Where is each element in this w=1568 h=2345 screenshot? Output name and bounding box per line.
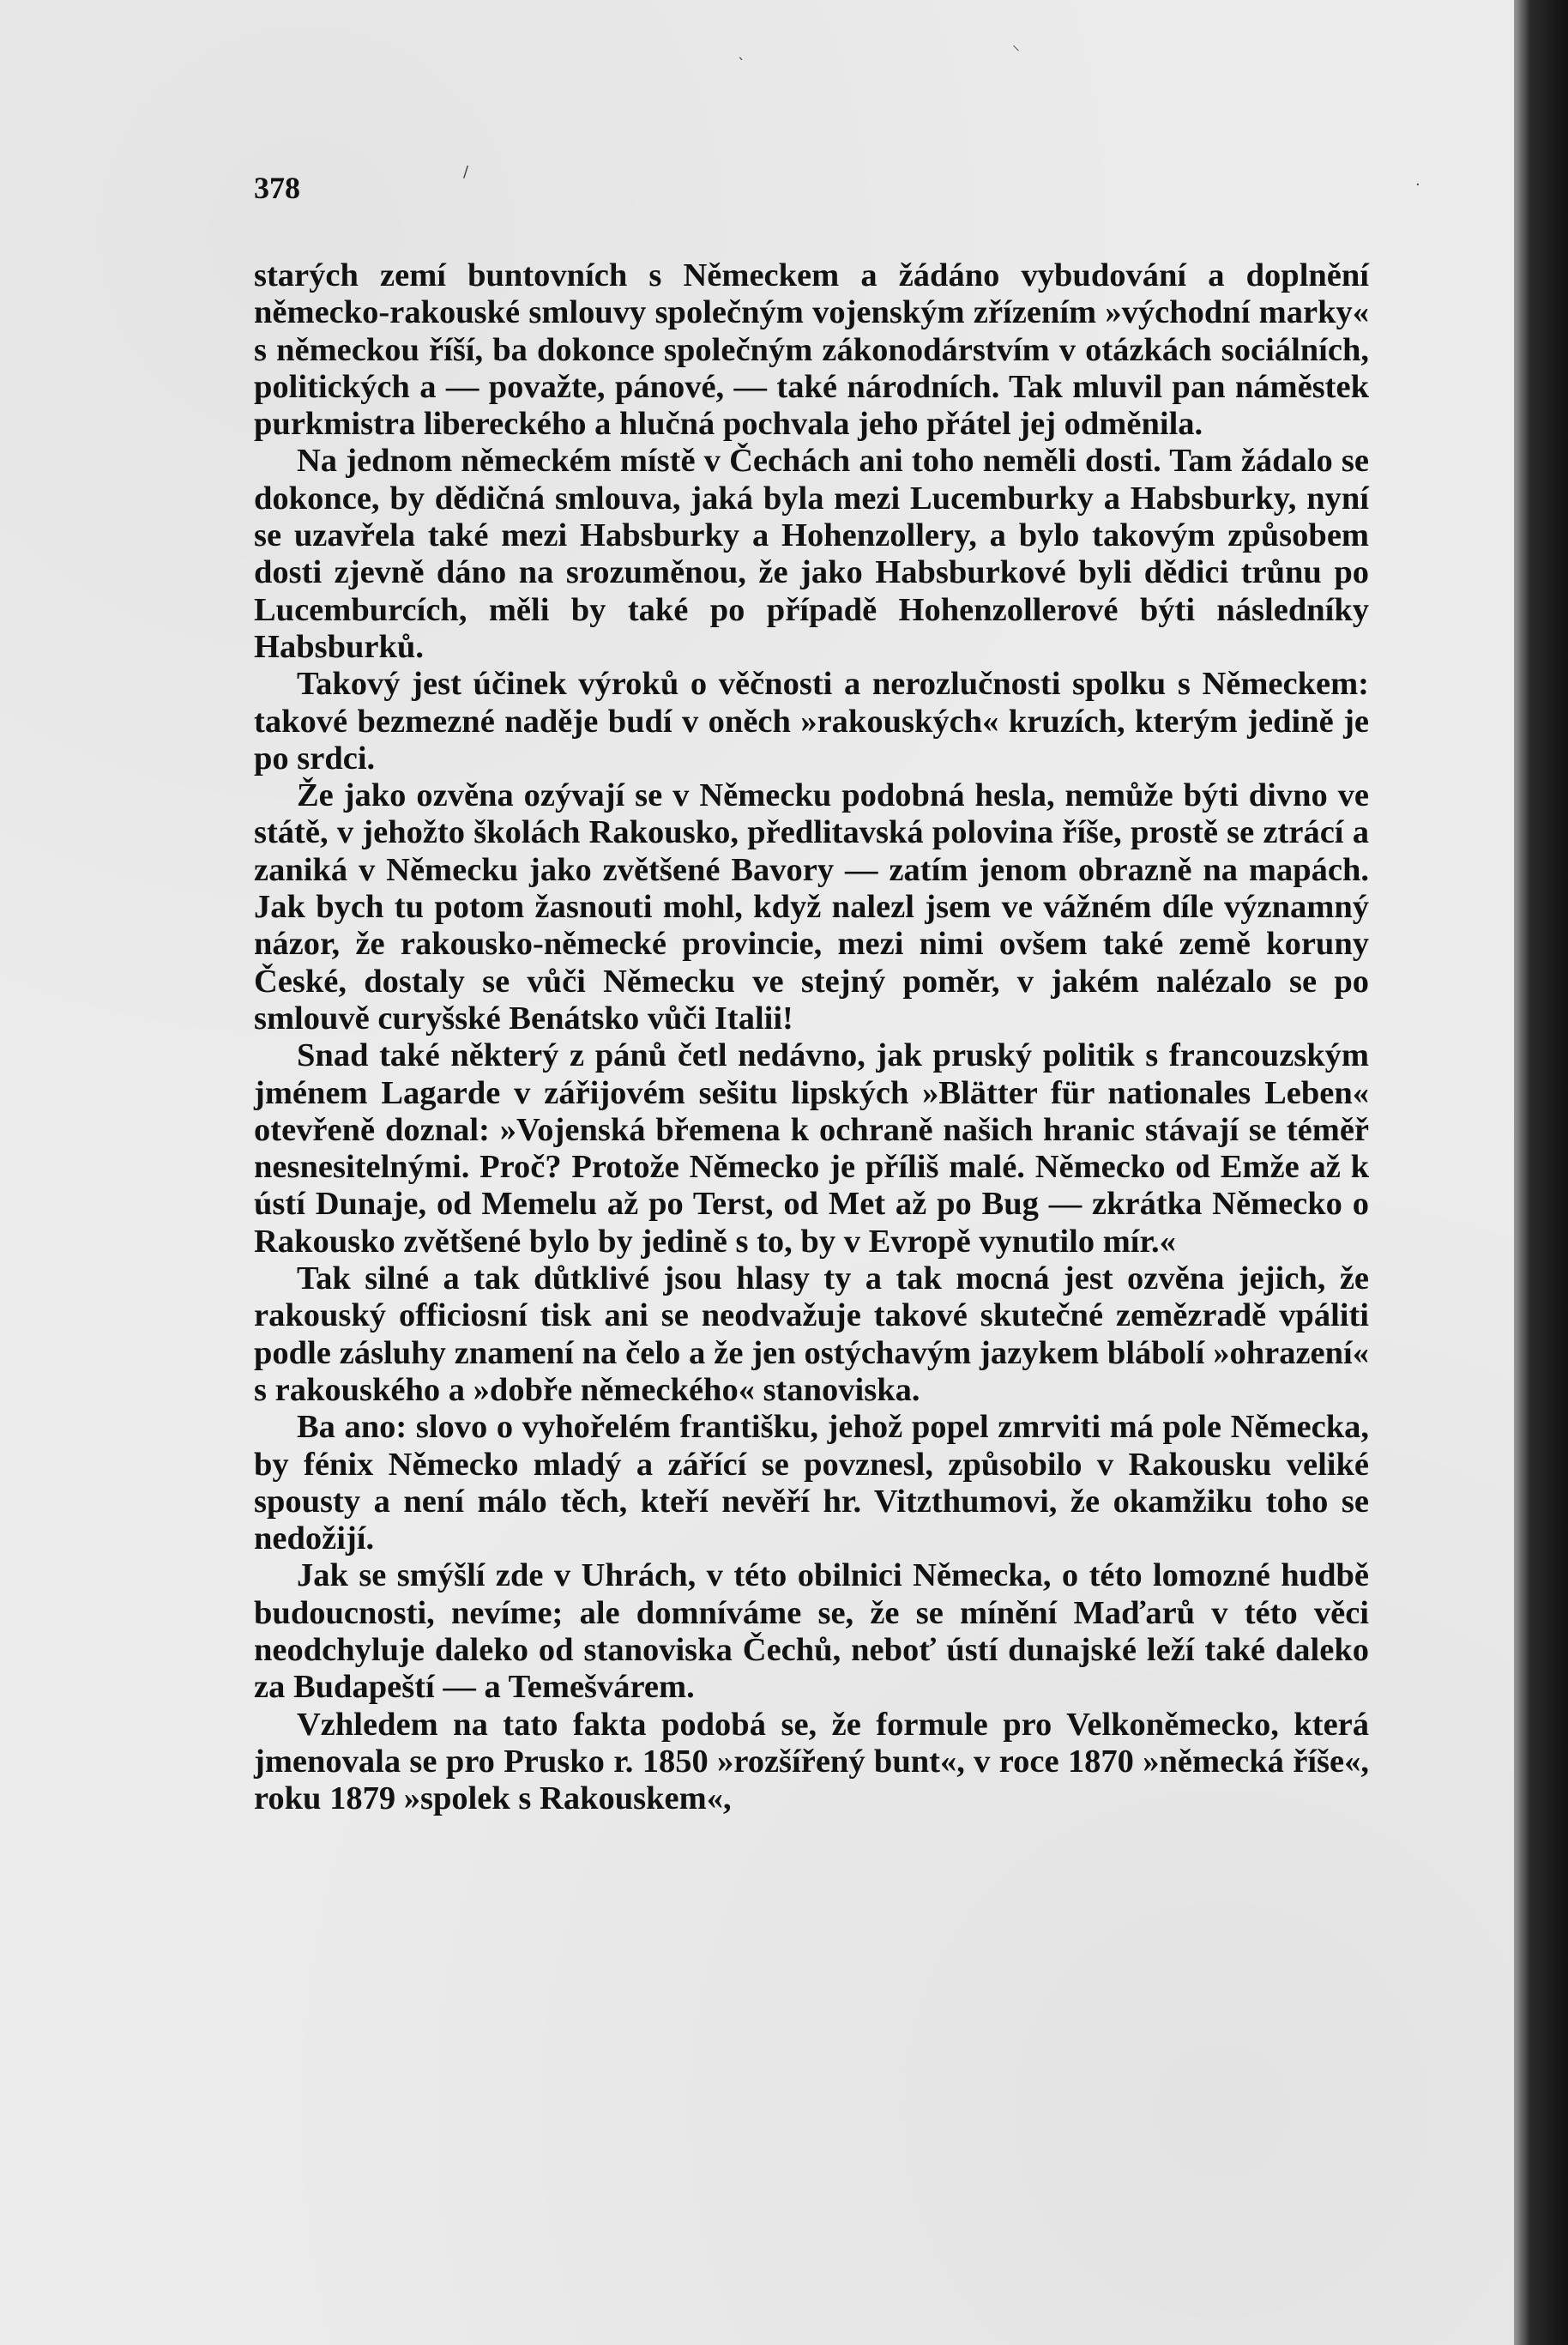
paragraph: Ba ano: slovo o vyhořelém františku, jehož popel zmrviti má pole Německa, by fénix Německo mladý a zářící se povznesl, způsobilo v Rakousku veliké spousty a není málo těch, kteří nevěří hr. Vitzthumovi, že okamžiku toho se nedožijí.	[254, 1409, 1369, 1557]
paragraph: Tak silné a tak důtklivé jsou hlasy ty a tak mocná jest ozvěna jejich, že rakouský officiosní tisk ani se neodvažuje takové skutečné zemězradě vpáliti podle zásluhy znamení na čelo a že jen ostýchavým jazykem blábolí »ohrazení« s rakouského a »dobře německého« stanoviska.	[254, 1260, 1369, 1408]
paragraph: Že jako ozvěna ozývají se v Německu podobná hesla, nemůže býti divno ve státě, v jehožto školách Rakousko, předlitavská polovina říše, prostě se ztrácí a zaniká v Německu jako zvětšené Bavory — zatím jenom obrazně na mapách. Jak bych tu potom žasnouti mohl, když nalezl jsem ve vážném díle významný názor, že rakousko-německé provincie, mezi nimi ovšem také země koruny České, dostaly se vůči Německu ve stejný poměr, v jakém nalézalo se po smlouvě curyšské Benátsko vůči Italii!	[254, 777, 1369, 1037]
paragraph: Jak se smýšlí zde v Uhrách, v této obilnici Německa, o této lomozné hudbě budoucnosti, nevíme; ale domníváme se, že se mínění Maďarů v této věci neodchyluje daleko od stanoviska Čechů, neboť ústí dunajské leží také daleko za Budapeští — a Temešvárem.	[254, 1557, 1369, 1706]
paragraph: Takový jest účinek výroků o věčnosti a nerozlučnosti spolku s Německem: takové bezmezné naděje budí v oněch »rakouských« kruzích, kterým jedině je po srdci.	[254, 666, 1369, 777]
scan-speck: ·	[1415, 176, 1420, 194]
scan-speck: ˎ	[738, 43, 745, 61]
scan-speck: /	[463, 163, 469, 181]
paragraph: starých zemí buntovních s Německem a žádáno vybudování a doplnění německo-rakouské smlouvy společným vojenským zřízením »východní marky« s německou říší, ba dokonce společným zákonodárstvím v otázkách sociálních, politických a — považte, pánové, — také národních. Tak mluvil pan náměstek purkmistra libereckého a hlučná pochvala jeho přátel jej odměnila.	[254, 257, 1369, 443]
page-number: 378	[254, 171, 300, 205]
scan-edge-shadow	[1514, 0, 1568, 2345]
paragraph: Vzhledem na tato fakta podobá se, že formule pro Velkoněmecko, která jmenovala se pro Prusko r. 1850 »rozšířený bunt«, v roce 1870 »německá říše«, roku 1879 »spolek s Rakouskem«,	[254, 1706, 1369, 1817]
paragraph: Snad také některý z pánů četl nedávno, jak pruský politik s francouzským jménem Lagarde v zářijovém sešitu lipských »Blätter für nationales Leben« otevřeně doznal: »Vojenská břemena k ochraně našich hranic stávají se téměř nesnesitelnými. Proč? Protože Německo je příliš malé. Německo od Emže až k ústí Dunaje, od Memelu až po Terst, od Met až po Bug — zkrátka Německo o Rakousko zvětšené bylo by jedině s to, by v Evropě vynutilo mír.«	[254, 1037, 1369, 1260]
body-text	[254, 257, 1369, 1817]
scan-speck: ⸜	[1012, 36, 1020, 54]
paragraph: Na jednom německém místě v Čechách ani toho neměli dosti. Tam žádalo se dokonce, by dědičná smlouva, jaká byla mezi Lucemburky a Habsburky, nyní se uzavřela také mezi Habsburky a Hohenzollery, a bylo takovým způsobem dosti zjevně dáno na srozuměnou, že jako Habsburkové byli dědici trůnu po Lucemburcích, měli by také po případě Hohenzollerové býti následníky Habsburků.	[254, 443, 1369, 665]
